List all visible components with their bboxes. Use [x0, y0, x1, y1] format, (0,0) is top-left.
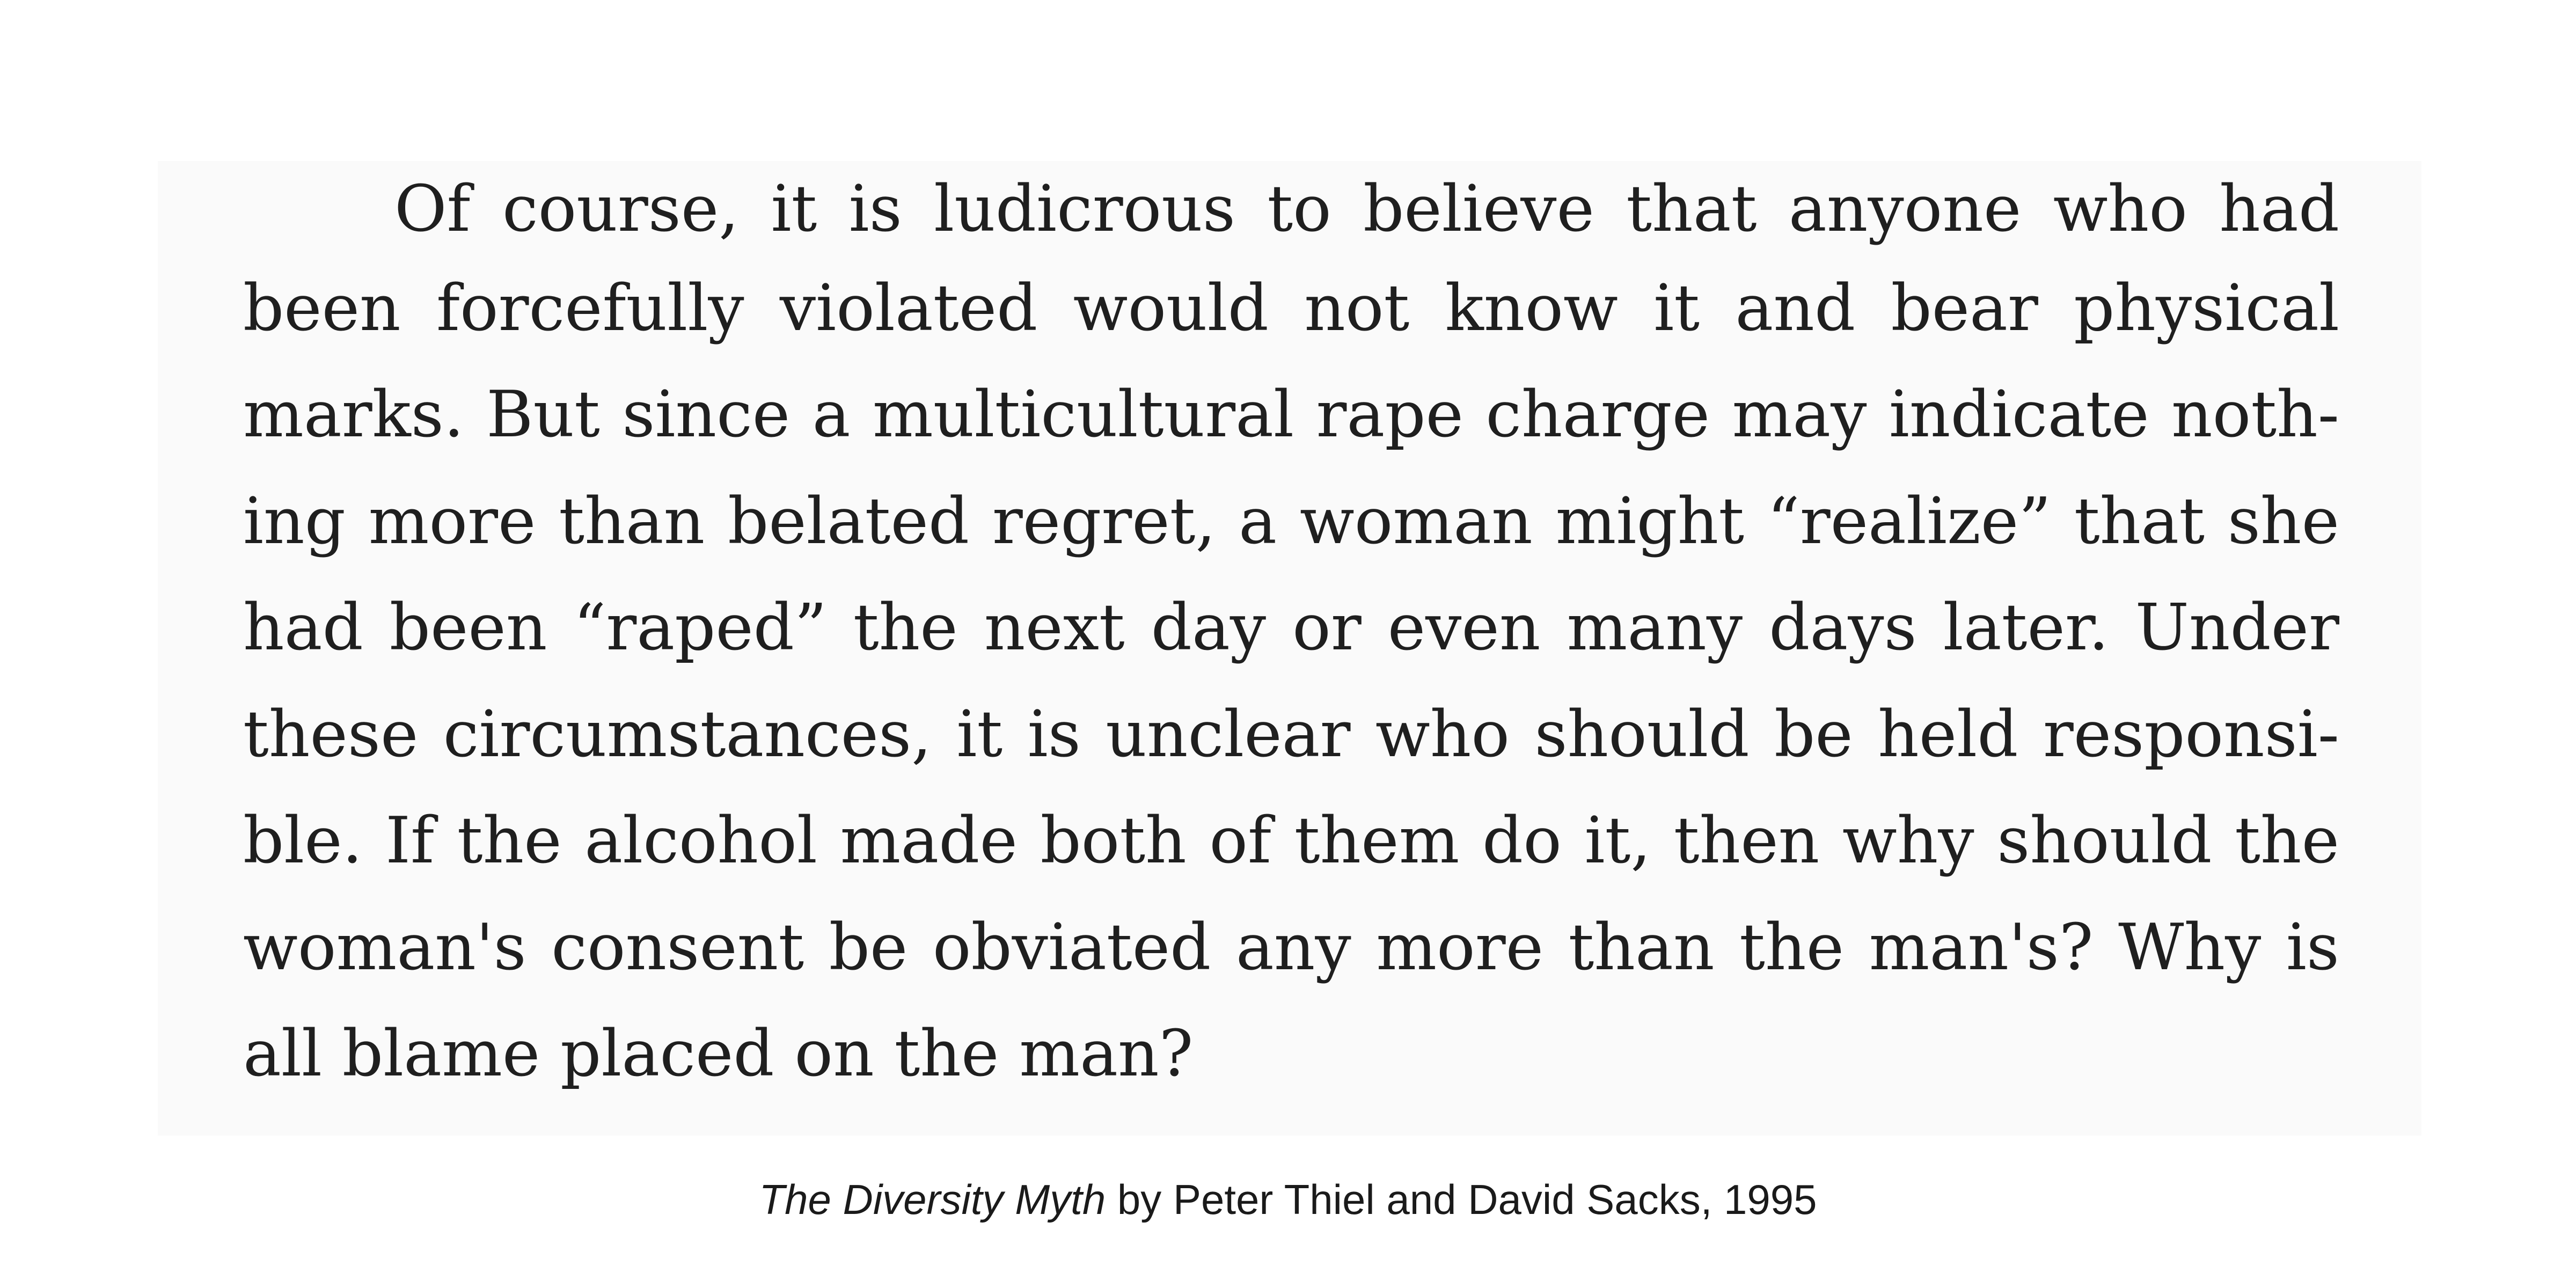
excerpt-line: marks. But since a multicultural rape charge may indicate noth-	[243, 378, 2339, 452]
excerpt-line: ble. If the alcohol made both of them do it, then why should the	[243, 804, 2339, 878]
source-caption	[0, 1170, 2576, 1229]
excerpt-line: ing more than belated regret, a woman might “realize” that she	[243, 485, 2339, 559]
excerpt-line: had been “raped” the next day or even many days later. Under	[243, 591, 2339, 665]
excerpt-line: these circumstances, it is unclear who should be held responsi-	[243, 698, 2339, 772]
book-title: The Diversity Myth	[759, 1176, 1106, 1223]
excerpt-line: been forcefully violated would not know it and bear physical	[243, 272, 2339, 346]
excerpt-line: all blame placed on the man?	[243, 1017, 1194, 1091]
excerpt-line: woman's consent be obviated any more than the man's? Why is	[243, 911, 2339, 985]
book-excerpt	[158, 161, 2421, 1136]
excerpt-line: Of course, it is ludicrous to believe that anyone who had	[394, 172, 2339, 246]
book-byline: by Peter Thiel and David Sacks, 1995	[1106, 1176, 1817, 1223]
